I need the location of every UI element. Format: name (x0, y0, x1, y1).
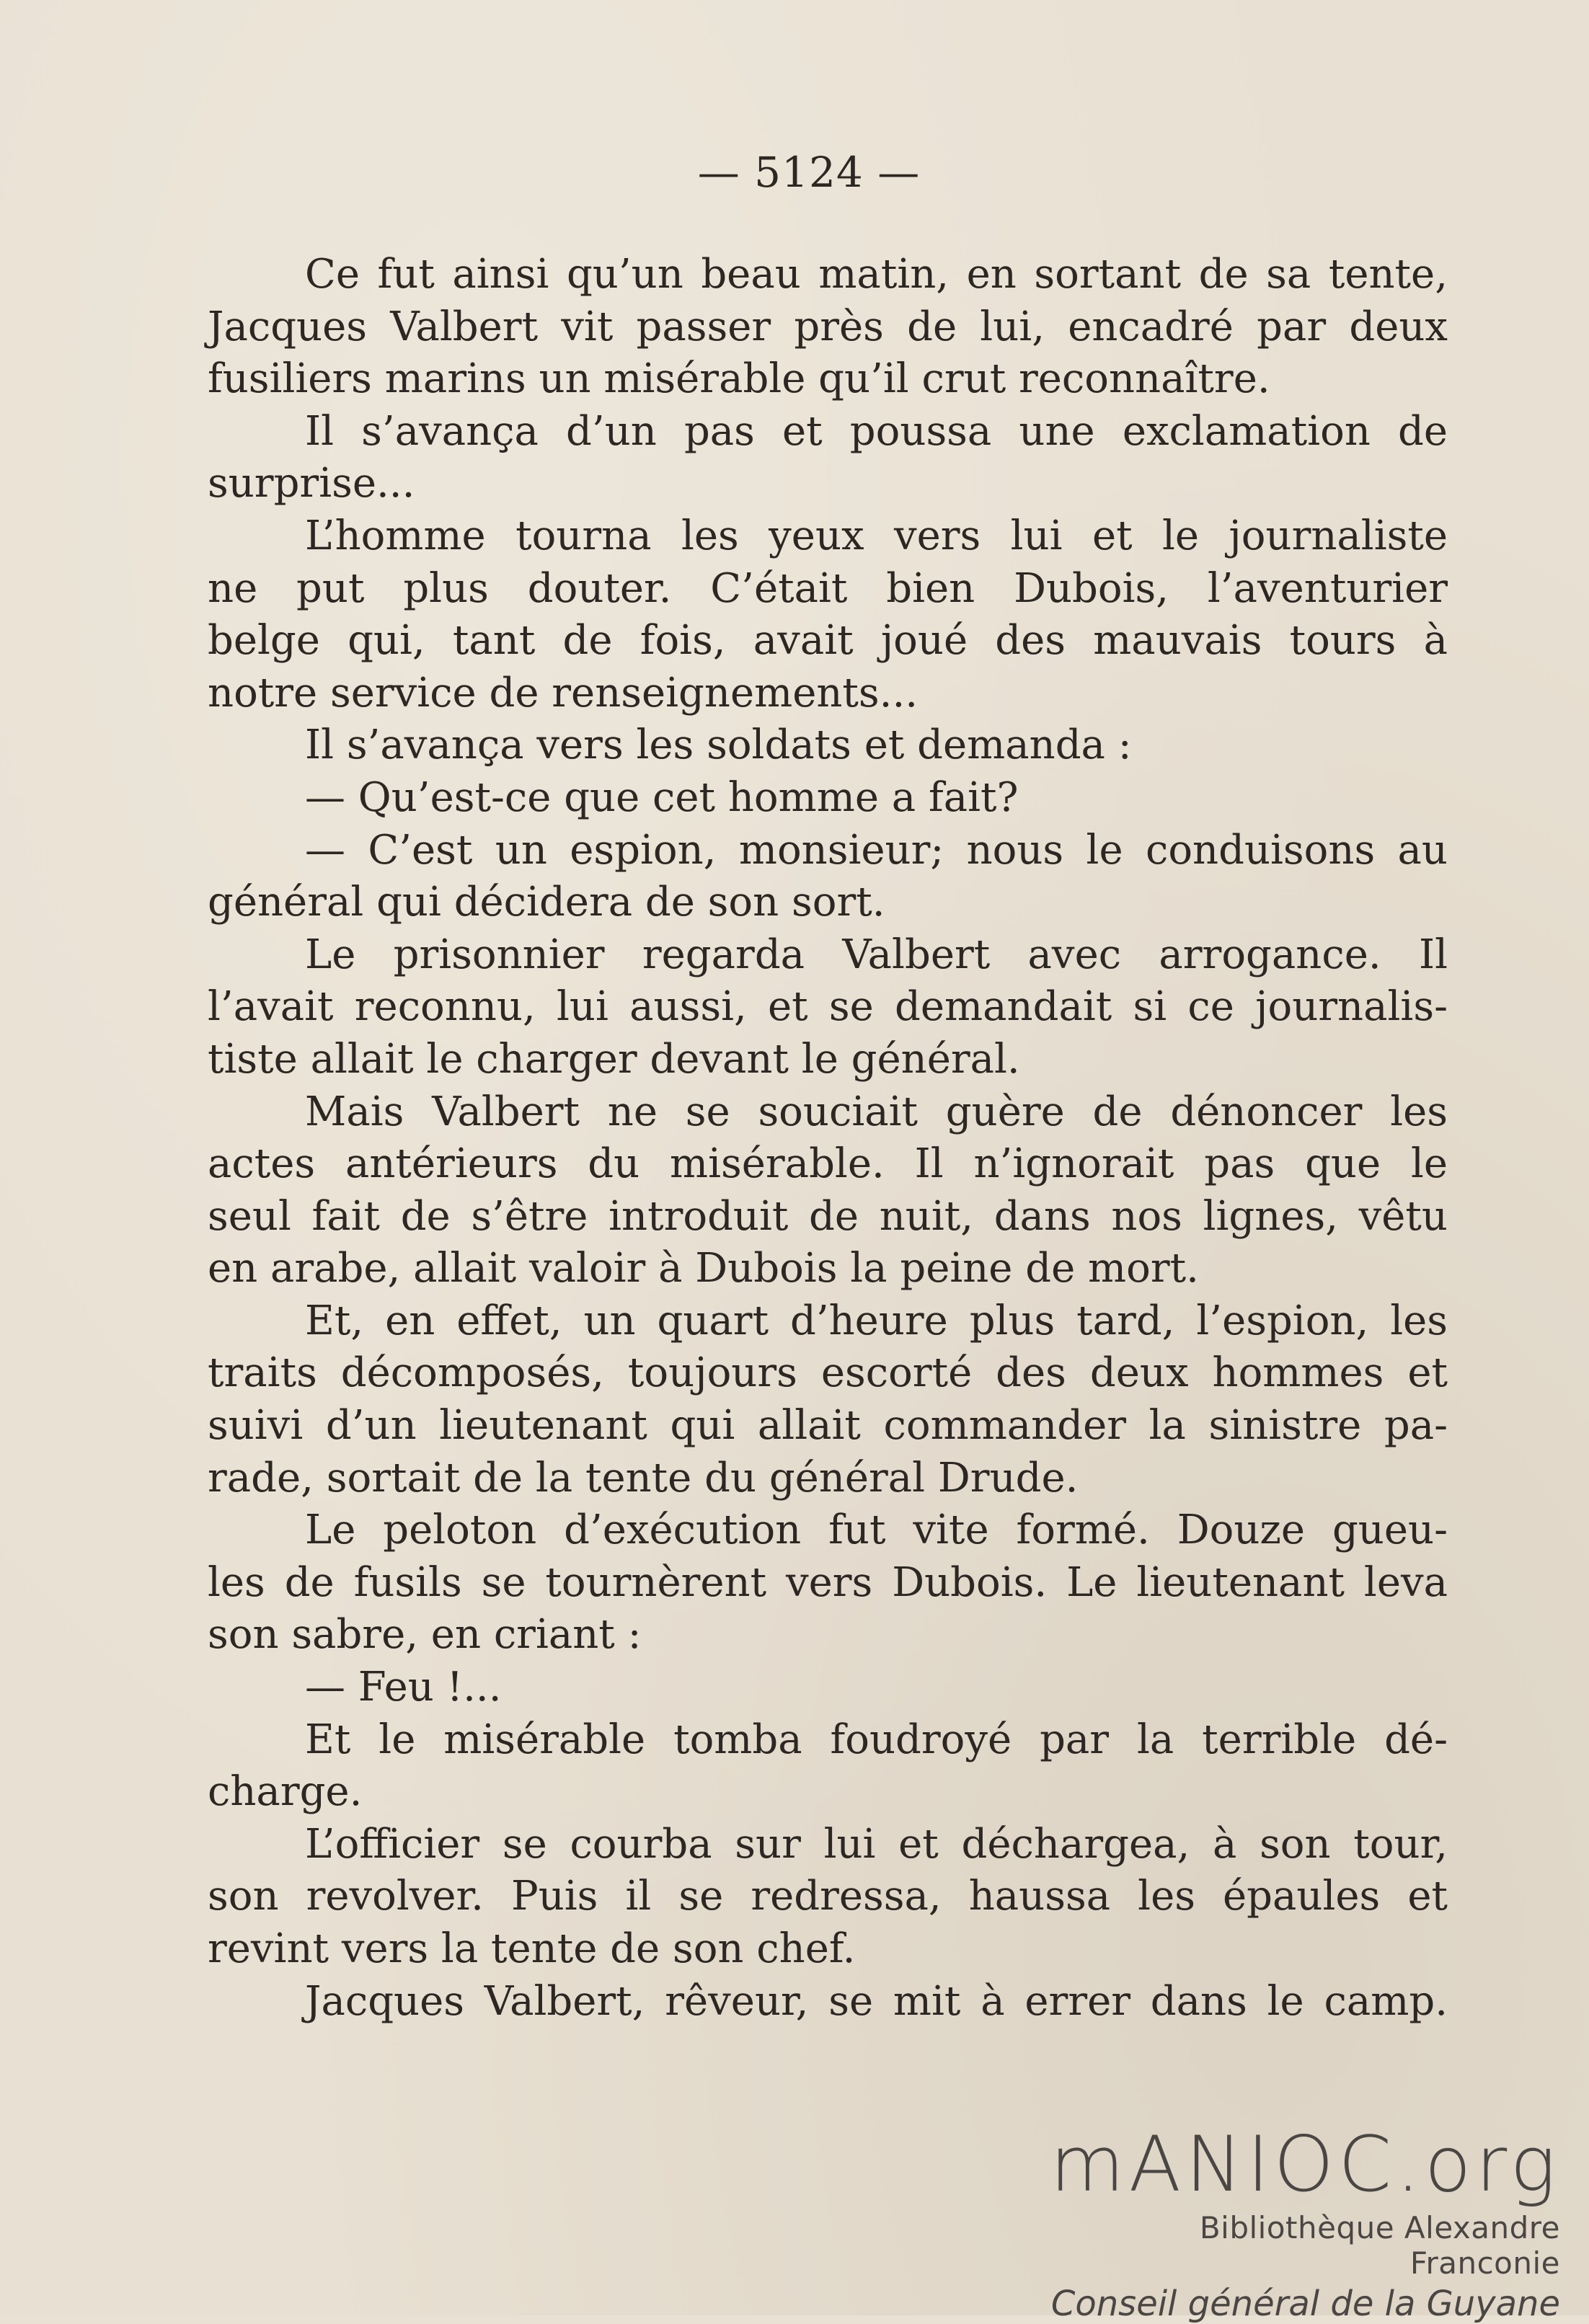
text-line: rade, sortait de la tente du général Drude. (208, 1454, 1079, 1502)
text-line: Mais Valbert ne se souciait guère de dénoncer les (305, 1088, 1448, 1135)
text-line: belge qui, tant de fois, avait joué des mauvais tours à (208, 617, 1448, 665)
text-line: — C’est un espion, monsieur; nous le conduisons au (305, 826, 1448, 874)
text-line: général qui décidera de son sort. (208, 879, 885, 926)
text-line: charge. (208, 1768, 363, 1816)
text-line: en arabe, allait valoir à Dubois la peine de mort. (208, 1245, 1199, 1292)
text-line: — Qu’est-ce que cet homme a fait? (305, 773, 1019, 821)
text-line: Le peloton d’exécution fut vite formé. Douze gueu- (305, 1507, 1448, 1554)
text-line: Il s’avança d’un pas et poussa une exclamation de (305, 407, 1448, 455)
text-line: Jacques Valbert vit passer près de lui, encadré par deux (208, 303, 1448, 350)
text-line: ne put plus douter. C’était bien Dubois, l’aventurier (208, 564, 1448, 612)
text-line: Et, en effet, un quart d’heure plus tard, l’espion, les (305, 1297, 1448, 1344)
text-line: Et le misérable tomba foudroyé par la terrible dé- (305, 1716, 1448, 1763)
text-line: suivi d’un lieutenant qui allait commander la sinistre pa- (208, 1402, 1448, 1450)
page-number: — 5124 — (697, 148, 921, 197)
text-line: revint vers la tente de son chef. (208, 1925, 856, 1972)
text-line: son sabre, en criant : (208, 1611, 642, 1659)
text-line: Il s’avança vers les soldats et demanda : (305, 722, 1132, 769)
text-line: actes antérieurs du misérable. Il n’ignorait pas que le (208, 1140, 1448, 1188)
text-line: surprise... (208, 460, 415, 507)
text-line: Le prisonnier regarda Valbert avec arrogance. Il (305, 931, 1448, 978)
watermark-council: Conseil général de la Guyane (1050, 2284, 1560, 2324)
body-text (208, 249, 1448, 2028)
text-line: les de fusils se tournèrent vers Dubois. Le lieutenant leva (208, 1558, 1448, 1606)
text-line: — Feu !... (305, 1664, 502, 1711)
text-line: traits décomposés, toujours escorté des deux hommes et (208, 1349, 1448, 1397)
text-line: seul fait de s’être introduit de nuit, dans nos lignes, vêtu (208, 1192, 1448, 1240)
text-line: son revolver. Puis il se redressa, haussa les épaules et (208, 1873, 1448, 1920)
text-line: l’avait reconnu, lui aussi, et se demandait si ce journalis- (208, 983, 1448, 1031)
watermark-library: Bibliothèque Alexandre Franconie (1199, 2210, 1560, 2281)
text-line: Ce fut ainsi qu’un beau matin, en sortant de sa tente, (305, 251, 1448, 298)
text-line: fusiliers marins un misérable qu’il crut reconnaître. (208, 355, 1270, 403)
text-line: L’homme tourna les yeux vers lui et le journaliste (305, 512, 1448, 559)
text-line: L’officier se courba sur lui et déchargea, à son tour, (305, 1820, 1448, 1868)
manioc-logo: mANIOC.org (1050, 2120, 1560, 2209)
manioc-watermark (1041, 2120, 1560, 2324)
text-line: Jacques Valbert, rêveur, se mit à errer dans le camp. (305, 1977, 1448, 2025)
text-line: notre service de renseignements... (208, 669, 919, 717)
text-line: tiste allait le charger devant le général. (208, 1035, 1020, 1083)
